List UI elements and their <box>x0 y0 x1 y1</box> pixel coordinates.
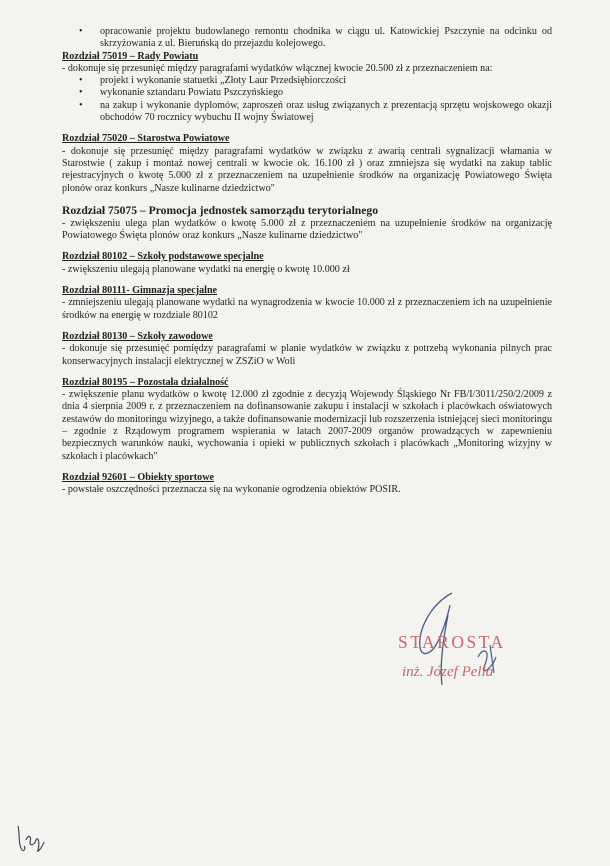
section-text: - dokonuje się przesunięć między paragrafami wydatków w związku z awarią centrali sygnalizacji włamania w Starostwie ( zakup i montaż nowej centrali w kwocie ok. 16.100 zł ) oraz zmniejsza się wydatki na zakup tablic rejestracyjnych o kwotę 5.000 zł z przeznaczeniem na uzupełnienie środków na organizację Powiatowego Święta plonów oraz konkurs „Nasze kulinarne dziedzictwo" <box>62 145 552 194</box>
section-text: - powstałe oszczędności przeznacza się na wykonanie ogrodzenia obiektów POSIR. <box>62 484 401 496</box>
section-heading: Rozdział 92601 – Obiekty sportowe <box>62 471 214 483</box>
section-heading: Rozdział 80195 – Pozostała działalność <box>62 376 229 388</box>
list-item: • wykonanie sztandaru Powiatu Pszczyńskiego <box>100 87 552 99</box>
document-section <box>62 331 552 368</box>
section-text: - zwiększeniu ulegają planowane wydatki na energię o kwotę 10.000 zł <box>62 263 350 275</box>
section-text: - zmniejszeniu ulegają planowane wydatki na wynagrodzenia w kwocie 10.000 zł z przeznaczeniem ich na uzupełnienie środków na energię w rozdziale 80102 <box>62 297 552 321</box>
document-section <box>62 204 552 243</box>
document-section <box>62 472 552 497</box>
official-stamp <box>398 632 538 692</box>
section-heading: Rozdział 75019 – Rady Powiatu <box>62 50 199 62</box>
document-section <box>62 285 552 322</box>
list-item: • na zakup i wykonanie dyplomów, zaproszeń oraz usług związanych z prezentacją sprzętu wojskowego okazji obchodów 70 rocznicy wybuchu II wojny Światowej <box>100 100 552 125</box>
section-heading: Rozdział 75020 – Starostwa Powiatowe <box>62 133 230 145</box>
sections-container <box>62 51 552 497</box>
section-heading: Rozdział 80130 – Szkoły zawodowe <box>62 330 213 342</box>
top-bullet-list <box>62 26 552 51</box>
section-text: - zwiększenie planu wydatków o kwotę 12.000 zł zgodnie z decyzją Wojewody Śląskiego Nr FB/I/3011/250/2/2009 z dnia 4 sierpnia 2009 r. z przeznaczeniem na dofinansowanie zakupu i instalacji w szkołach i placówkach oświatowych zestawów do monitoringu wizyjnego, a także dofinansowanie modernizacji lub rozszerzenia istniejącej sieci monitoringu – zgodnie z Rządowym programem wspierania w latach 2007-2009 organów prowadzących w zapewnieniu bezpiecznych warunków nauki, wychowania i opieki w publicznych szkołach i placówkach „Monitoring wizyjny w szkołach i placówkach" <box>62 389 552 462</box>
section-text: - zwiększeniu ulega plan wydatków o kwotę 5.000 zł z przeznaczeniem na uzupełnienie środków na organizację Powiatowego Święta plonów oraz konkurs „Nasze kulinarne dziedzictwo" <box>62 217 552 242</box>
stamp-title: STAROSTA <box>398 632 506 652</box>
section-bullet-list <box>62 75 552 124</box>
section-text: - dokonuje się przesunięć pomiędzy paragrafami w planie wydatków w związku z potrzebą wykonania pilnych prac konserwacyjnych instalacji elektrycznej w ZSZiO w Woli <box>62 343 552 367</box>
document-section <box>62 51 552 125</box>
handwritten-initials <box>14 820 54 856</box>
document-page <box>62 26 552 497</box>
document-section <box>62 133 552 194</box>
section-heading: Rozdział 80111- Gimnazja specjalne <box>62 285 218 297</box>
list-item: • projekt i wykonanie statuetki „Złoty Laur Przedsiębiorczości <box>100 75 552 87</box>
section-heading: Rozdział 80102 – Szkoły podstawowe specjalne <box>62 251 264 263</box>
stamp-name: inż. Józef Pella <box>402 664 494 680</box>
section-heading: Rozdział 75075 – Promocja jednostek samorządu terytorialnego <box>62 203 378 217</box>
document-section <box>62 251 552 276</box>
document-section <box>62 377 552 463</box>
list-item: • opracowanie projektu budowlanego remontu chodnika w ciągu ul. Katowickiej Pszczynie na odcinku od skrzyżowania z ul. Bieruńską do przejazdu kolejowego. <box>100 26 552 51</box>
section-text: - dokonuje się przesunięć między paragrafami wydatków włącznej kwocie 20.500 zł z przeznaczeniem na: <box>62 62 493 74</box>
